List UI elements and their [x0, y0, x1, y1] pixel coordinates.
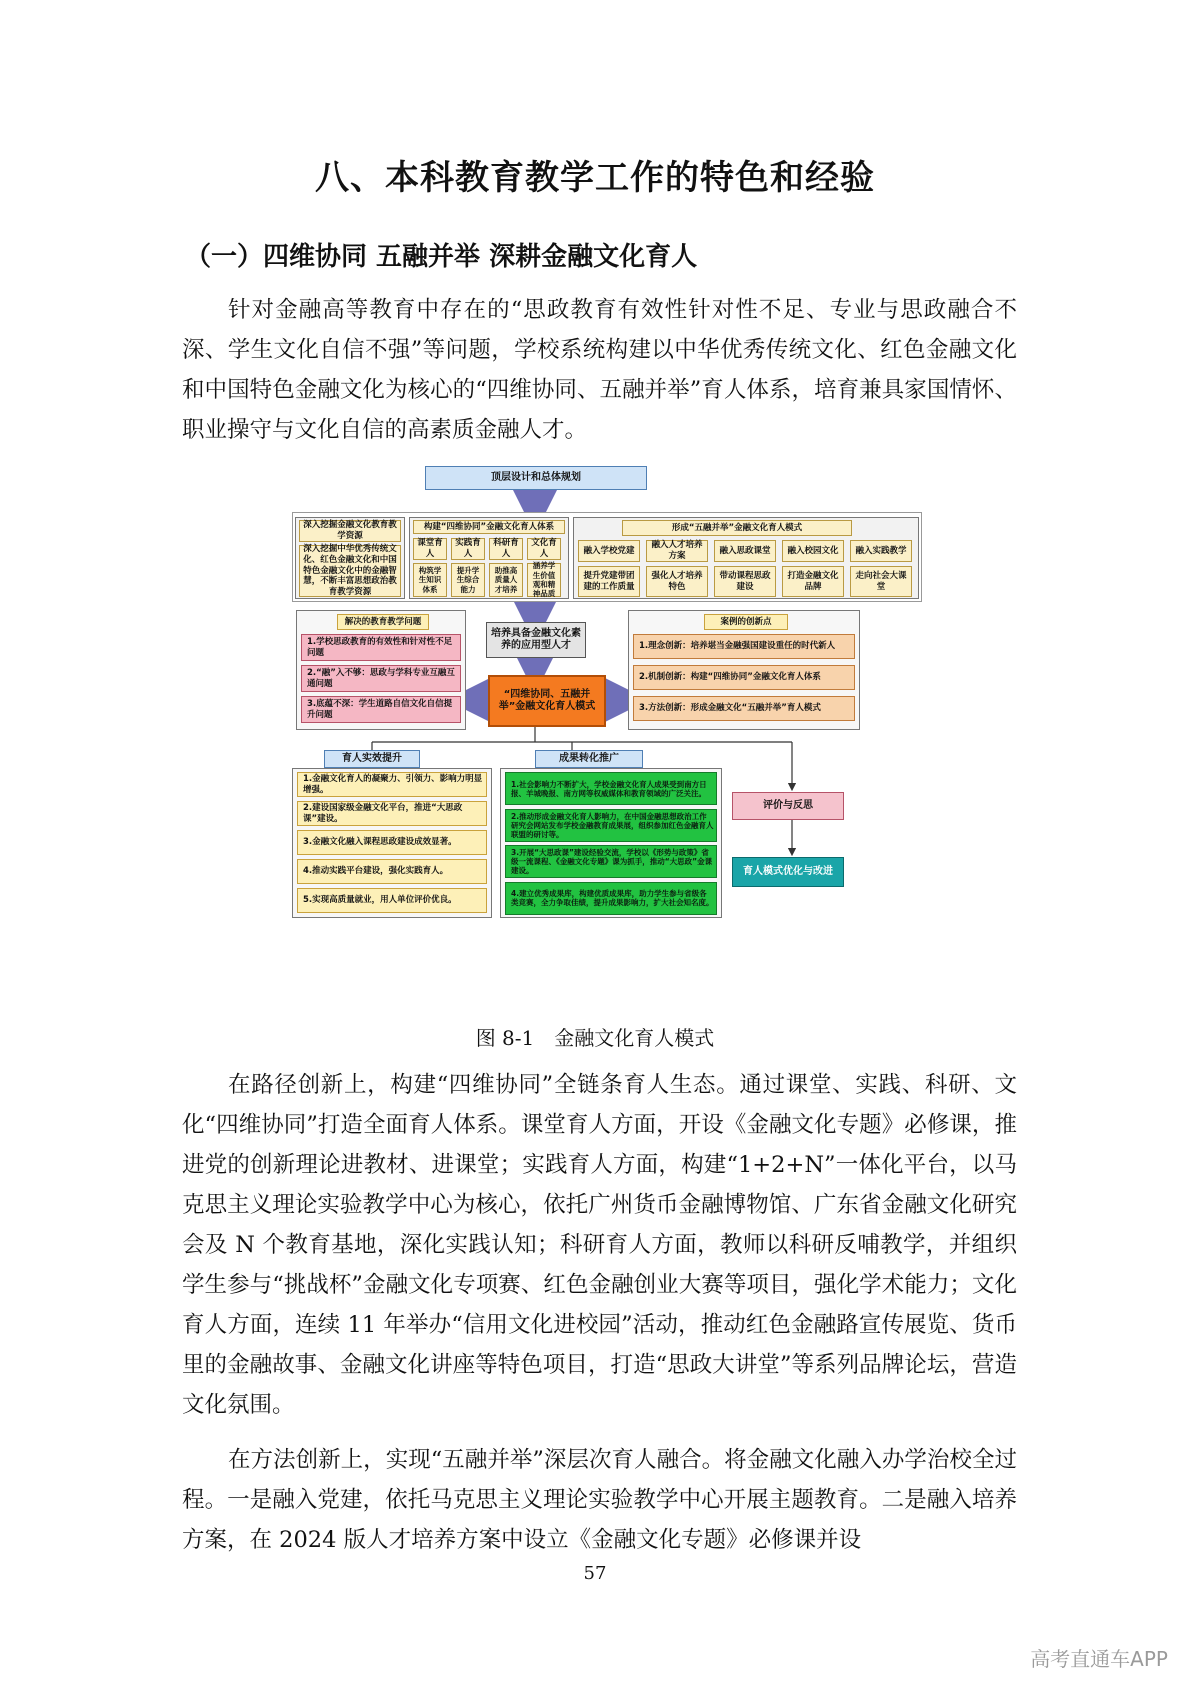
path-innovation-paragraph: 在路径创新上，构建“四维协同”全链条育人生态。通过课堂、实践、科研、文化“四维协同”打造全面育人体系。课堂育人方面，开设《金融文化专题》必修课，推进党的创新理论进教材、进课堂；实践育人方面，构建“1+2+N”一体化平台，以马克思主义理论实验教学中心为核心，依托广州货币金融博物馆、广东省金融文化研究会及 N 个教育基地，深化实践认知；科研育人方面，教师以科研反哺教学，并组织学生参与“挑战杯”金融文化专项赛、红色金融创业大赛等项目，强化学术能力；文化育人方面，连续 11 年举办“信用文化进校园”活动，推动红色金融路宣传展览、货币里的金融故事、金融文化讲座等特色项目，打造“思政大讲堂”等系列品牌论坛，营造文化氛围。 — [182, 1072, 1017, 1418]
innovation-item: 3.方法创新：形成金融文化“五融并举”育人模式 — [633, 696, 855, 721]
problem-item: 1.学校思政教育的有效性和针对性不足问题 — [301, 634, 461, 661]
problem-item: 2.“融”入不够：思政与学科专业互融互通问题 — [301, 665, 461, 692]
effect-item: 4.推动实践平台建设，强化实践育人。 — [297, 859, 487, 884]
goal-box: 培养具备金融文化素养的应用型人才 — [486, 622, 586, 658]
five-integration-body: 强化人才培养特色 — [646, 566, 708, 597]
five-integration-body: 带动课程思政建设 — [714, 566, 776, 597]
five-integration-body: 打造金融文化品牌 — [782, 566, 844, 597]
five-integration-head: 融入实践教学 — [850, 540, 912, 562]
top-design-box: 顶层设计和总体规划 — [425, 466, 647, 490]
result-item: 1.社会影响力不断扩大，学校金融文化育人成果受到南方日报、羊城晚报、南方网等权威媒体和教育领域的广泛关注。 — [505, 772, 717, 805]
section-heading: （一）四维协同 五融并举 深耕金融文化育人 — [185, 242, 698, 272]
four-dimension-head: 文化育人 — [527, 538, 561, 560]
figure-caption: 图 8-1 金融文化育人模式 — [475, 1026, 715, 1050]
four-dimension-body: 提升学生综合能力 — [451, 563, 485, 597]
five-integration-body: 走向社会大课堂 — [850, 566, 912, 597]
page-number: 57 — [583, 1563, 607, 1584]
five-integration-head: 融入人才培养方案 — [646, 540, 708, 562]
five-integration-head: 融入思政课堂 — [714, 540, 776, 562]
five-integration-body: 提升党建带团建的工作质量 — [578, 566, 640, 597]
method-innovation-paragraph: 在方法创新上，实现“五融并举”深层次育人融合。将金融文化融入办学治校全过程。一是融入党建，依托马克思主义理论实验教学中心开展主题教育。二是融入培养方案，在 2024 版人才培养方案中设立《金融文化专题》必修课并设 — [182, 1447, 1017, 1553]
core-model-box: “四维协同、五融并举”金融文化育人模式 — [488, 675, 606, 727]
innovations-title: 案例的创新点 — [704, 614, 788, 630]
five-integrations-title: 形成“五融并举”金融文化育人模式 — [622, 520, 852, 536]
problems-title: 解决的教育教学问题 — [337, 614, 429, 630]
effects-title: 育人实效提升 — [324, 750, 420, 768]
four-dimension-head: 科研育人 — [489, 538, 523, 560]
resources-body: 深入挖掘中华优秀传统文化、红色金融文化和中国特色金融文化中的金融智慧，不断丰富思想政治教育教学资源 — [299, 545, 401, 597]
page-title: 八、本科教育教学工作的特色和经验 — [315, 158, 875, 198]
four-dimensions-title: 构建“四维协同”金融文化育人体系 — [413, 520, 565, 534]
innovation-item: 1.理念创新：培养堪当金融强国建设重任的时代新人 — [633, 634, 855, 659]
four-dimension-body: 助推高质量人才培养 — [489, 563, 523, 597]
optimize-box: 育人模式优化与改进 — [732, 857, 844, 887]
effect-item: 5.实现高质量就业，用人单位评价优良。 — [297, 888, 487, 913]
intro-paragraph: 针对金融高等教育中存在的“思政教育有效性针对性不足、专业与思政融合不深、学生文化自信不强”等问题，学校系统构建以中华优秀传统文化、红色金融文化和中国特色金融文化为核心的“四维协同、五融并举”育人体系，培育兼具家国情怀、职业操守与文化自信的高素质金融人才。 — [182, 297, 1017, 443]
result-item: 4.建立优秀成果库，构建优质成果库，助力学生参与省级各类竞赛，全力争取佳绩，提升成果影响力，扩大社会知名度。 — [505, 882, 717, 915]
result-item: 3.开展“大思政课”建设经验交流，学校以《形势与政策》省级一流课程、《金融文化专题》课为抓手，推动“大思政”金课建设。 — [505, 845, 717, 878]
result-item: 2.推动形成金融文化育人影响力，在中国金融思想政治工作研究会网站发布学校金融教育成果展，组织参加红色金融育人联盟的研讨等。 — [505, 809, 717, 842]
evaluate-box: 评价与反思 — [732, 792, 844, 820]
results-title: 成果转化推广 — [535, 750, 643, 768]
four-dimension-body: 构筑学生知识体系 — [413, 563, 447, 597]
four-dimension-body: 涵养学生价值观和精神品质 — [527, 563, 561, 597]
effect-item: 1.金融文化育人的凝聚力、引领力、影响力明显增强。 — [297, 772, 487, 797]
effect-item: 3.金融文化融入课程思政建设成效显著。 — [297, 830, 487, 855]
problem-item: 3.底蕴不深：学生道路自信文化自信提升问题 — [301, 696, 461, 723]
resources-title: 深入挖掘金融文化教育教学资源 — [299, 520, 401, 542]
education-model-diagram — [292, 462, 922, 994]
four-dimension-head: 实践育人 — [451, 538, 485, 560]
five-integration-head: 融入校园文化 — [782, 540, 844, 562]
watermark: 高考直通车APP — [1030, 1647, 1168, 1671]
innovation-item: 2.机制创新：构建“四维协同”金融文化育人体系 — [633, 665, 855, 690]
five-integration-head: 融入学校党建 — [578, 540, 640, 562]
four-dimension-head: 课堂育人 — [413, 538, 447, 560]
effect-item: 2.建设国家级金融文化平台，推进“大思政课”建设。 — [297, 801, 487, 826]
